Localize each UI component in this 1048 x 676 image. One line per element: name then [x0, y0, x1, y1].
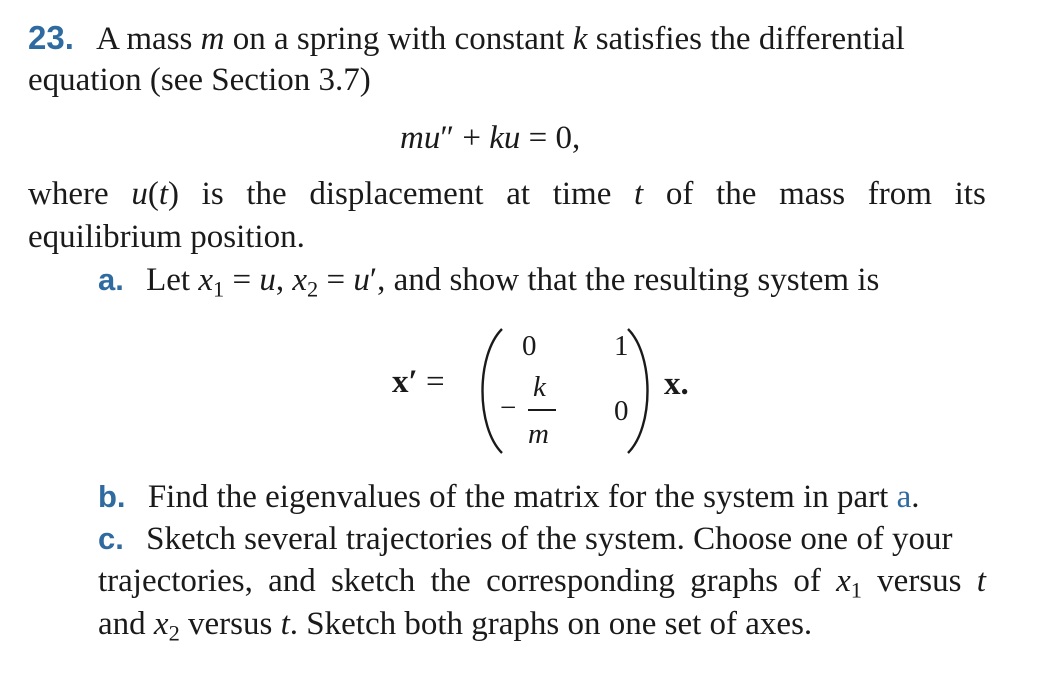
- left-paren: [468, 325, 508, 457]
- matrix-r2c1-sign: −: [500, 392, 517, 424]
- matrix-r2c1-denominator: m: [528, 418, 549, 450]
- spring-equation: mu″ + ku = 0,: [400, 120, 581, 156]
- part-b: b. Find the eigenvalues of the matrix for the system in part a.: [98, 479, 920, 515]
- matrix-r2c1-numerator: k: [533, 371, 546, 403]
- where-line-1: where u(t) is the displacement at time t of the mass from its: [28, 176, 986, 212]
- part-c-label: c.: [98, 521, 124, 556]
- problem-number: 23.: [28, 19, 74, 56]
- part-c-line-3: and $x_2$ versus t. Sketch both graphs on one set of axes.: [98, 606, 813, 646]
- system-lhs: x′ =: [392, 364, 445, 400]
- previous-text-cutoff: [0, 0, 1048, 10]
- problem-intro-line-1: 23. A mass m on a spring with constant k satisfies the differential: [28, 19, 905, 57]
- part-c-line-2: trajectories, and sketch the corresponding graphs of $x_1$ versus t: [98, 563, 986, 603]
- part-b-label: b.: [98, 479, 126, 514]
- fraction-bar: [528, 409, 556, 411]
- part-c-line-1: c. Sketch several trajectories of the system. Choose one of your: [98, 521, 953, 557]
- problem-intro-line-2: equation (see Section 3.7): [28, 62, 371, 98]
- part-a: a. Let $x_1 = u$, $x_2 = u'$, and show that the resulting system is: [98, 262, 880, 302]
- matrix-r1c1: 0: [522, 330, 537, 362]
- system-rhs: x.: [664, 366, 689, 402]
- matrix-r1c2: 1: [614, 330, 629, 362]
- where-line-2: equilibrium position.: [28, 219, 305, 255]
- part-a-label: a.: [98, 262, 124, 297]
- matrix-r2c2: 0: [614, 395, 629, 427]
